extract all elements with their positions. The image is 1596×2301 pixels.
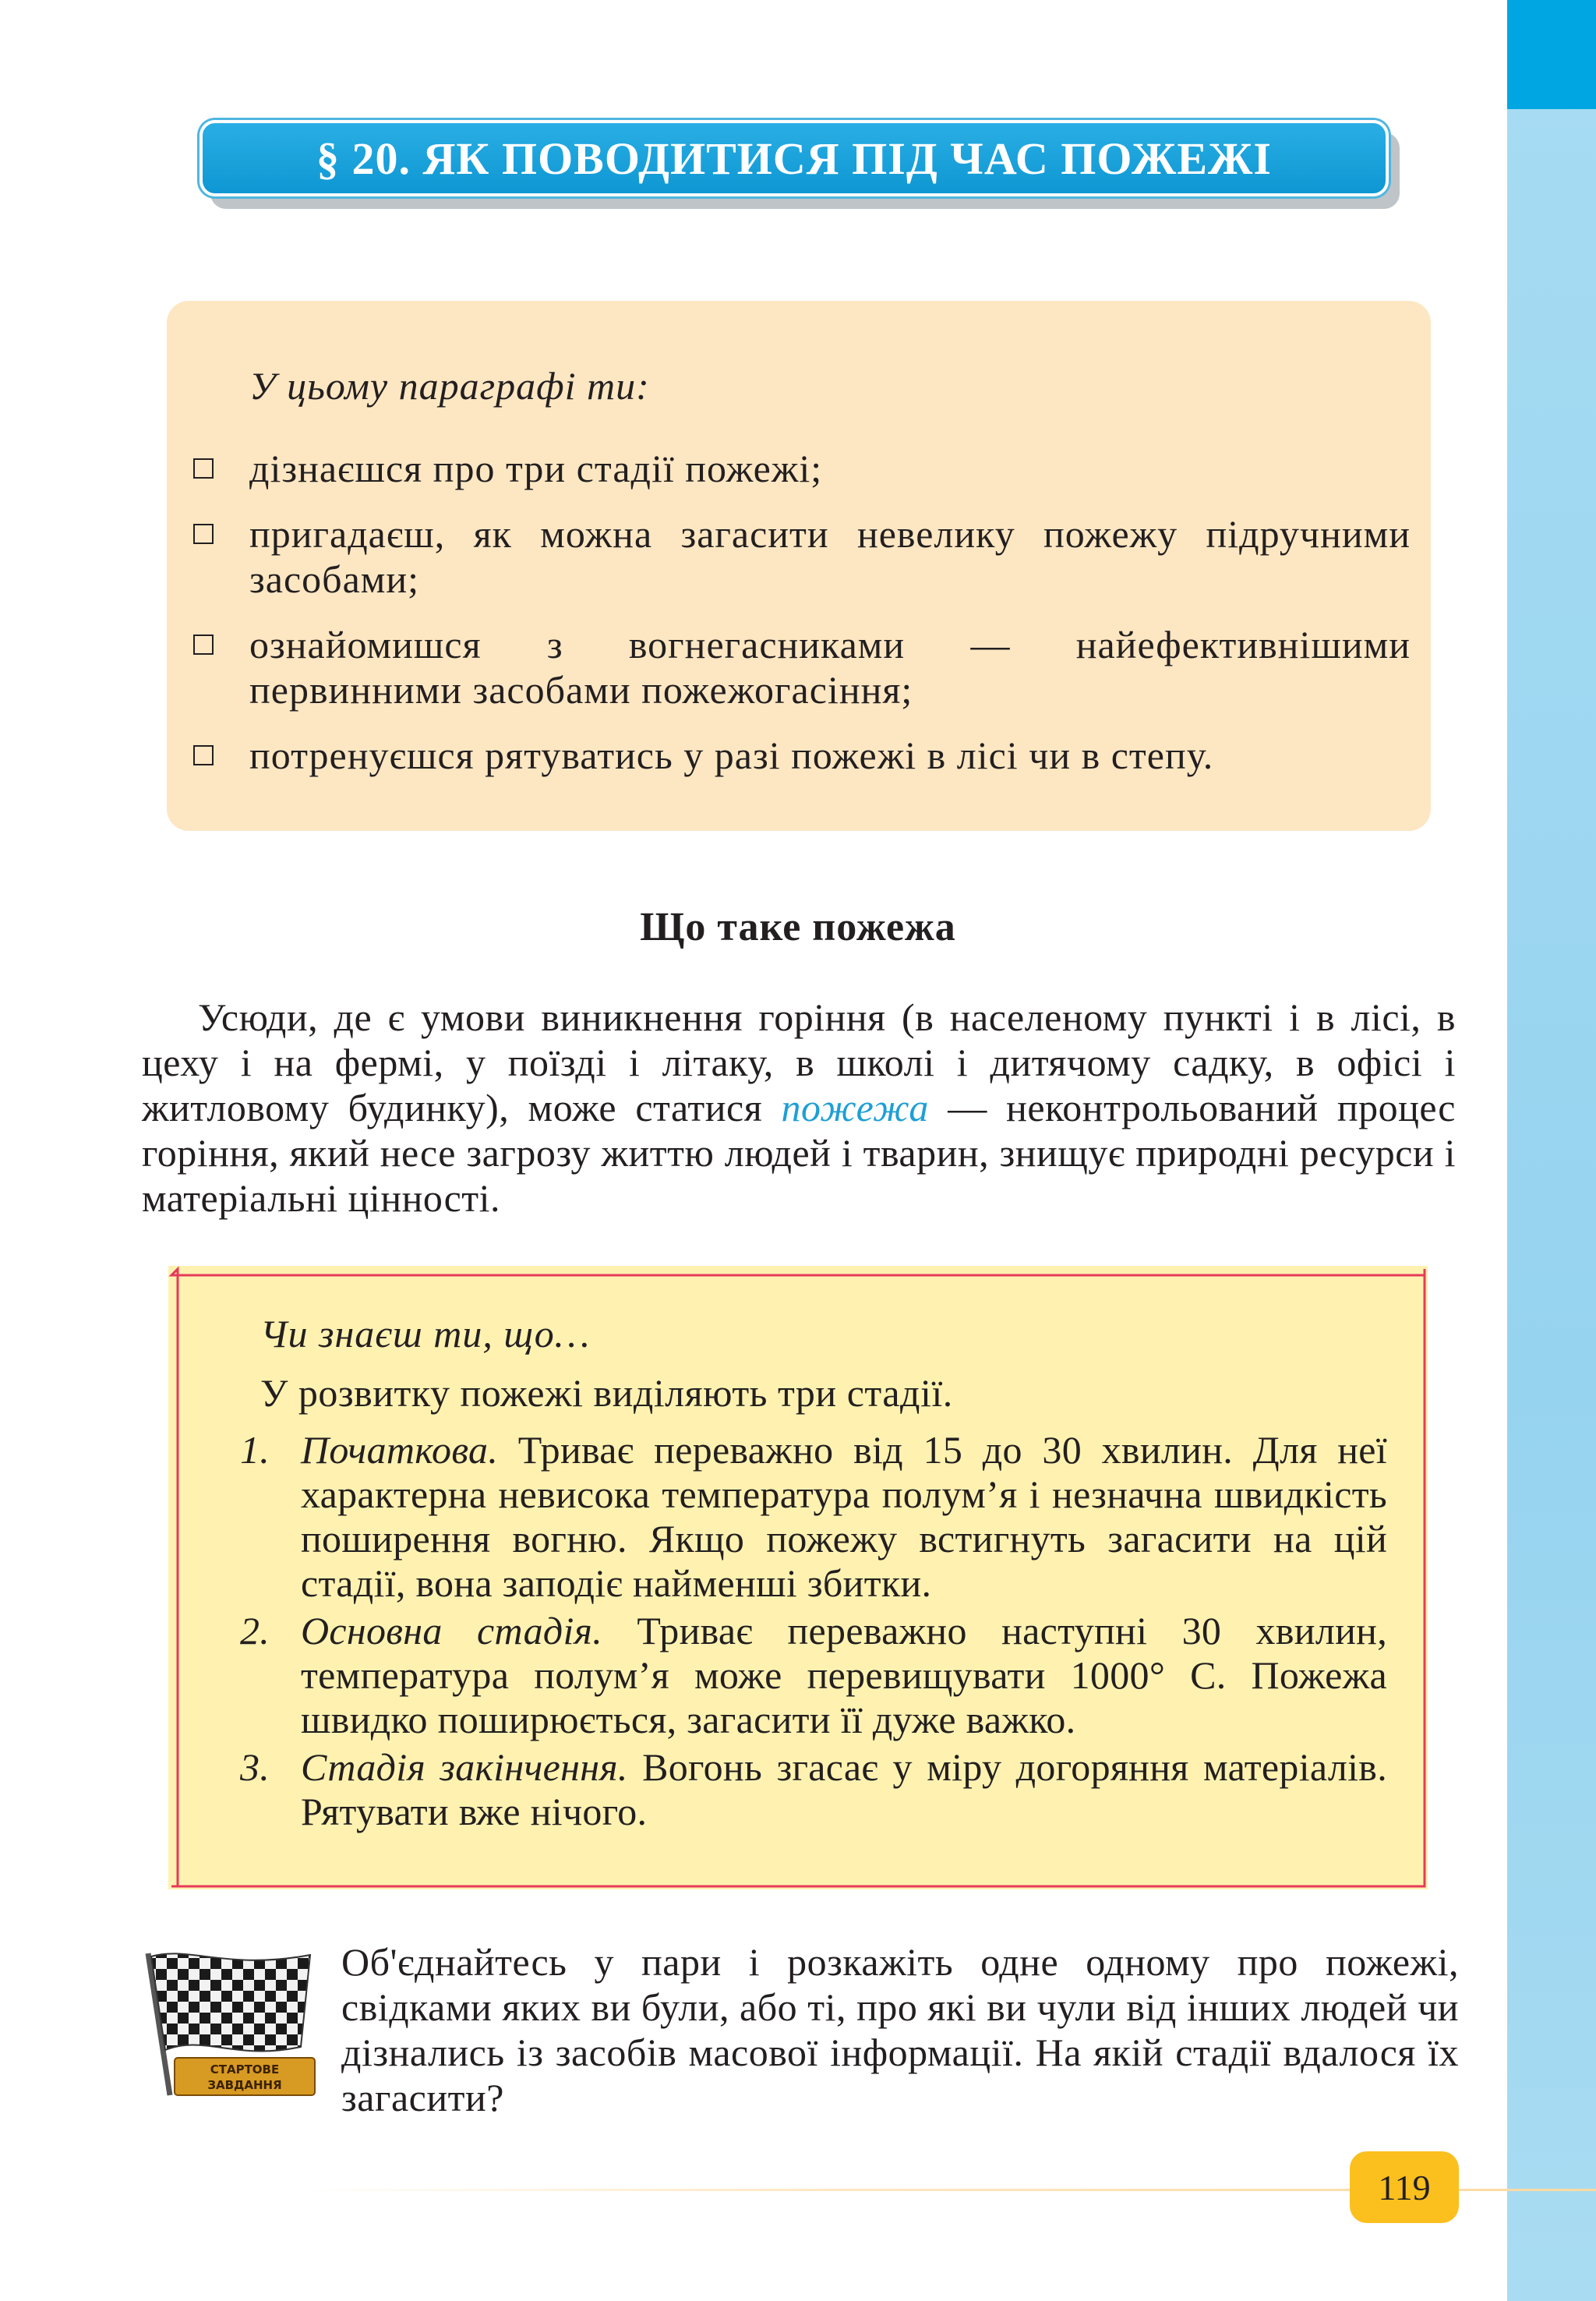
section-heading: Що таке пожежа: [640, 905, 956, 949]
svg-text:ЗАВДАННЯ: ЗАВДАННЯ: [207, 2078, 282, 2092]
main-paragraph: Усюди, де є умови виникнення горіння (в населеному пункті і в лісі, в цеху і на фермі, у поїзді і літаку, в школі і дитячому садку, в офісі і житловому будинку), може статися пожежа — неконтрольований процес горіння, який несе загрозу життю людей і тварин, знищує природні ресурси і матеріальні цінності.: [142, 995, 1456, 1220]
checkered-flag-icon: [134, 1947, 318, 2100]
info-box-lead: У розвитку пожежі виділяють три стадії.: [260, 1371, 953, 1415]
checkbox-square-icon: [193, 745, 214, 765]
stage-item: 1. Початкова. Триває переважно від 15 до 30 хвилин. Для неї характерна невисока температура полум’я і незначна швидкість поширення вогню. Якщо пожежу встигнуть загасити на цій стадії, вона заподіє найменші збитки.: [240, 1428, 1387, 1605]
stage-name: Стадія закінчення.: [301, 1745, 628, 1789]
objective-item: пригадаєш, як можна загасити невелику пожежу підручними засобами;: [187, 511, 1411, 602]
checkbox-square-icon: [193, 458, 214, 479]
objectives-intro: У цьому параграфі ти:: [249, 364, 650, 408]
stage-item: 3. Стадія закінчення. Вогонь згасає у міру догоряння матеріалів. Рятувати вже нічого.: [240, 1745, 1388, 1833]
page-number: 119: [1350, 2151, 1459, 2223]
svg-text:СТАРТОВЕ: СТАРТОВЕ: [210, 2062, 280, 2077]
checkbox-square-icon: [193, 524, 214, 544]
objective-item: ознайомишся з вогнегасниками — найефективнішими первинними засобами пожежогасіння;: [187, 622, 1411, 712]
side-stripe: [1507, 0, 1596, 2301]
page-title: § 20. ЯК ПОВОДИТИСЯ ПІД ЧАС ПОЖЕЖІ: [316, 133, 1272, 184]
side-stripe-top: [1507, 0, 1596, 109]
stage-list: [226, 1428, 1387, 1837]
task-text: Об'єднайтесь у пари і розкажіть одне одному про пожежі, свідками яких ви були, або ті, про які ви чули від інших людей чи дізнались із засобів масової інформації. На якій стадії вдалося їх загасити?: [341, 1940, 1459, 2119]
objective-item: потренуєшся рятуватись у разі пожежі в лісі чи в степу.: [187, 733, 1411, 778]
term-highlight: пожежа: [781, 1086, 929, 1129]
checkbox-square-icon: [193, 634, 214, 655]
objectives-list: [187, 446, 1411, 798]
stage-name: Основна стадія.: [301, 1609, 602, 1652]
stage-name: Початкова.: [301, 1428, 499, 1472]
info-box-title: Чи знаєш ти, що…: [260, 1312, 591, 1356]
objective-item: дізнаєшся про три стадії пожежі;: [187, 446, 1411, 491]
title-banner-body: [200, 120, 1389, 196]
title-banner: [200, 120, 1400, 201]
stage-item: 2. Основна стадія. Триває переважно наступні 30 хвилин, температура полум’я може перевищувати 1000° С. Пожежа швидко поширюється, загасити її дуже важко.: [240, 1609, 1387, 1741]
